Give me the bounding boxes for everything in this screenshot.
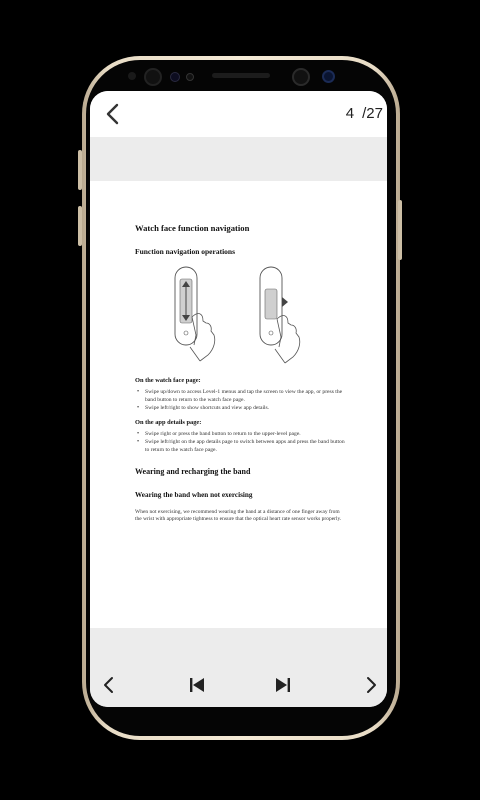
heading-app-details-page: On the app details page:	[135, 419, 202, 426]
heading-not-exercising: Wearing the band when not exercising	[135, 491, 253, 499]
bullet-item: • Swipe up/down to access Level-1 menus and tap the screen to view the app, or press the band button to return to the watch face page.	[137, 389, 343, 403]
chevron-left-icon[interactable]	[98, 674, 120, 696]
top-bar	[90, 91, 387, 136]
chevron-left-icon[interactable]	[100, 101, 126, 127]
chevron-right-icon[interactable]	[360, 674, 382, 696]
document-margin-top	[90, 137, 387, 181]
skip-first-icon[interactable]	[186, 674, 208, 696]
bullet-item: • Swipe left/right on the app details page to switch between apps and press the band button to return to the watch face page.	[137, 439, 345, 453]
bottom-toolbar	[90, 628, 387, 707]
bixby-button	[78, 206, 82, 246]
heading-wearing-recharging: Wearing and recharging the band	[135, 467, 251, 476]
heading-navigation-operations: Function navigation operations	[135, 247, 236, 256]
proximity-sensor	[128, 72, 136, 80]
screen	[90, 91, 387, 707]
paragraph-not-exercising: When not exercising, we recommend wearing the band at a distance of one finger away from the wrist with appropriate tightness to ensure that the optical heart rate sensor works properly.	[135, 509, 342, 523]
iris-camera-icon	[144, 68, 162, 86]
iris-sensor-icon	[322, 70, 335, 83]
sensor-icon	[186, 73, 194, 81]
page-indicator	[346, 105, 383, 122]
volume-button	[78, 150, 82, 190]
band-gesture-illustration	[170, 265, 320, 365]
bullet-item: • Swipe right or press the band button to return to the upper-level page.	[137, 431, 301, 437]
bullet-item: • Swipe left/right to show shortcuts and view app details.	[137, 405, 270, 411]
band-swipe-up-down-figure	[175, 267, 215, 361]
total-pages: /27	[362, 105, 383, 122]
earpiece	[212, 73, 270, 78]
document-page	[90, 181, 387, 628]
current-page: 4	[345, 105, 355, 122]
power-button	[398, 200, 402, 260]
sensor-icon	[170, 72, 180, 82]
band-swipe-left-right-figure	[260, 267, 300, 363]
skip-last-icon[interactable]	[272, 674, 294, 696]
front-camera-icon	[292, 68, 310, 86]
heading-watch-face-navigation: Watch face function navigation	[135, 223, 250, 233]
heading-watch-face-page: On the watch face page:	[135, 377, 201, 384]
